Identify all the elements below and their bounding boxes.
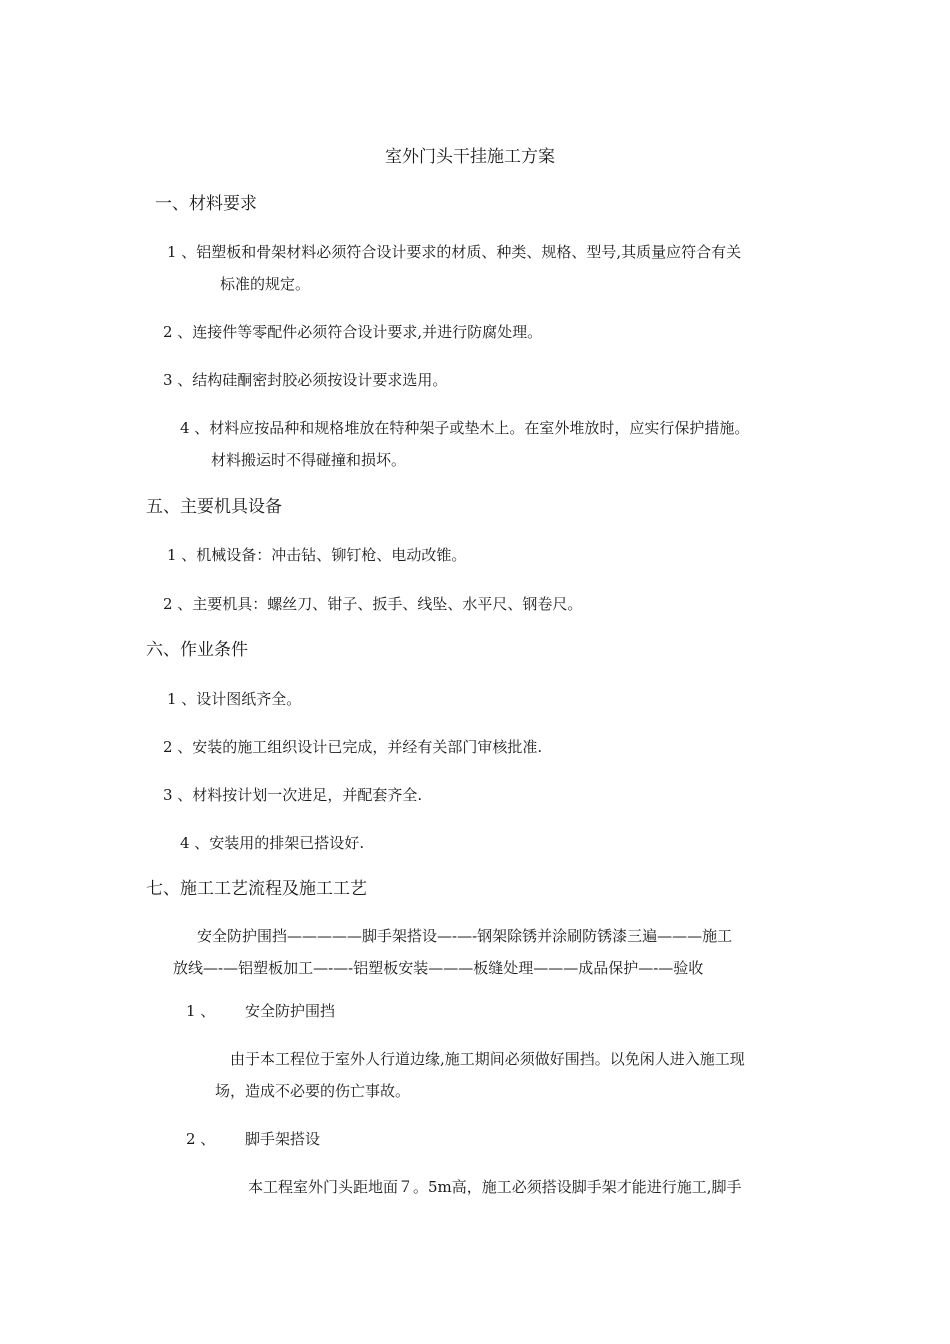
section-heading-conditions: 六、作业条件 xyxy=(146,640,248,660)
conditions-item-2: 2 、安装的施工组织设计已完成，并经有关部门审核批准. xyxy=(163,738,543,756)
conditions-item-4: 4 、安装用的排架已搭设好. xyxy=(180,834,365,852)
subsection-1-number: 1 、 xyxy=(186,1002,216,1020)
section-heading-process: 七、施工工艺流程及施工工艺 xyxy=(146,879,367,899)
subsection-2-title: 脚手架搭设 xyxy=(245,1130,321,1148)
conditions-item-3: 3 、材料按计划一次进足，并配套齐全. xyxy=(163,786,423,804)
subsection-1-text-line-1: 由于本工程位于室外人行道边缘,施工期间必须做好围挡。以免闲人进入施工现 xyxy=(230,1050,745,1068)
materials-item-4-line-1: 4 、材料应按品种和规格堆放在特种架子或垫木上。在室外堆放时，应实行保护措施。 xyxy=(180,419,750,437)
materials-item-1-line-1: 1 、铝塑板和骨架材料必须符合设计要求的材质、种类、规格、型号,其质量应符合有关 xyxy=(167,243,742,261)
materials-item-3: 3 、结构硅酮密封胶必须按设计要求选用。 xyxy=(163,371,448,389)
materials-item-2: 2 、连接件等零配件必须符合设计要求,并进行防腐处理。 xyxy=(163,323,543,341)
document-title: 室外门头干挂施工方案 xyxy=(385,147,555,167)
materials-item-1-line-2: 标准的规定。 xyxy=(220,275,311,293)
process-flow-line-2: 放线—-—铝塑板加工—-—-铝塑板安装———板缝处理———成品保护—-—验收 xyxy=(173,959,704,977)
equipment-item-1: 1 、机械设备：冲击钻、铆钉枪、电动改锥。 xyxy=(167,546,467,564)
equipment-item-2: 2 、主要机具：螺丝刀、钳子、扳手、线坠、水平尺、钢卷尺。 xyxy=(163,595,583,613)
subsection-2-text-line-1: 本工程室外门头距地面７。5m高，施工必须搭设脚手架才能进行施工,脚手 xyxy=(248,1178,742,1196)
subsection-1-title: 安全防护围挡 xyxy=(245,1002,336,1020)
section-heading-equipment: 五、主要机具设备 xyxy=(146,497,282,517)
conditions-item-1: 1 、设计图纸齐全。 xyxy=(167,690,302,708)
subsection-2-number: 2 、 xyxy=(186,1130,216,1148)
section-heading-materials: 一、材料要求 xyxy=(155,194,257,214)
materials-item-4-line-2: 材料搬运时不得碰撞和损坏。 xyxy=(211,451,407,469)
process-flow-line-1: 安全防护围挡—————脚手架搭设—-—-钢架除锈并涂刷防锈漆三遍———施工 xyxy=(197,927,733,945)
subsection-1-text-line-2: 场，造成不必要的伤亡事故。 xyxy=(215,1082,411,1100)
